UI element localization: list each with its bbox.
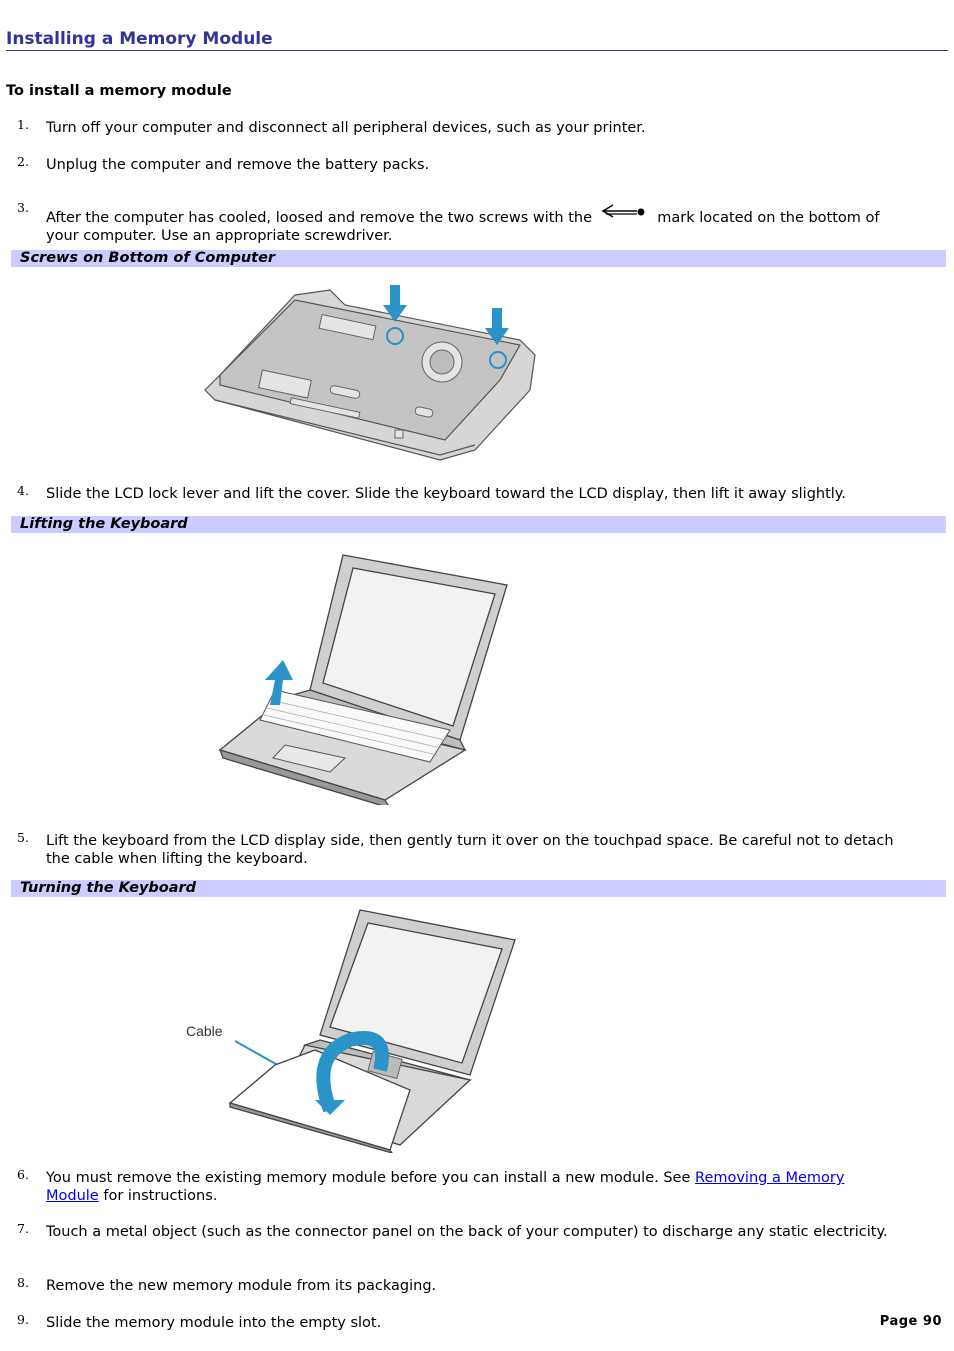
step-number: 2.	[17, 154, 29, 169]
step-text: Turn off your computer and disconnect all peripheral devices, such as your printer.	[46, 120, 646, 136]
step-text: Lift the keyboard from the LCD display side, then gently turn it over on the touchpad space. Be careful not to detach the cable when lifting the keyboard.	[46, 833, 894, 867]
page-number: Page 90	[879, 1314, 942, 1329]
step-number: 9.	[17, 1312, 29, 1327]
step-text-part: mark located on the bottom of your computer. Use an appropriate screwdriver.	[46, 210, 880, 244]
step-number: 7.	[17, 1221, 29, 1236]
step-text: Remove the new memory module from its packaging.	[46, 1278, 437, 1294]
step-number: 1.	[17, 117, 29, 132]
cable-label: Cable	[186, 1023, 223, 1039]
step-number: 5.	[17, 830, 29, 845]
procedure-heading: To install a memory module	[6, 83, 232, 99]
step-number: 8.	[17, 1275, 29, 1290]
step-text-part: After the computer has cooled, loosed and remove the two screws with the	[46, 210, 593, 226]
step-text: Touch a metal object (such as the connector panel on the back of your computer) to discharge any static electricity.	[46, 1224, 888, 1240]
laptop-bottom-illustration	[200, 280, 545, 465]
screw-arrow-mark-icon	[601, 202, 647, 224]
step-text: Slide the LCD lock lever and lift the cover. Slide the keyboard toward the LCD display, then lift it away slightly.	[46, 486, 846, 502]
lifting-keyboard-illustration	[215, 550, 515, 805]
step-text	[46, 1169, 896, 1205]
turning-keyboard-illustration	[180, 905, 525, 1153]
step-text: Unplug the computer and remove the battery packs.	[46, 157, 430, 173]
figure-caption-screws: Screws on Bottom of Computer	[11, 250, 946, 267]
step-number: 3.	[17, 200, 29, 215]
step-text	[46, 202, 896, 245]
removing-memory-module-link[interactable]: Removing a Memory Module	[46, 1170, 845, 1204]
step-number: 6.	[17, 1167, 29, 1182]
figure-caption-turning: Turning the Keyboard	[11, 880, 946, 897]
step-text-part: You must remove the existing memory module before you can install a new module. See	[46, 1170, 691, 1186]
step-text-part: for instructions.	[103, 1188, 218, 1204]
page-title: Installing a Memory Module	[6, 29, 948, 51]
step-text: Slide the memory module into the empty slot.	[46, 1315, 382, 1331]
step-number: 4.	[17, 483, 29, 498]
figure-caption-lifting: Lifting the Keyboard	[11, 516, 946, 533]
